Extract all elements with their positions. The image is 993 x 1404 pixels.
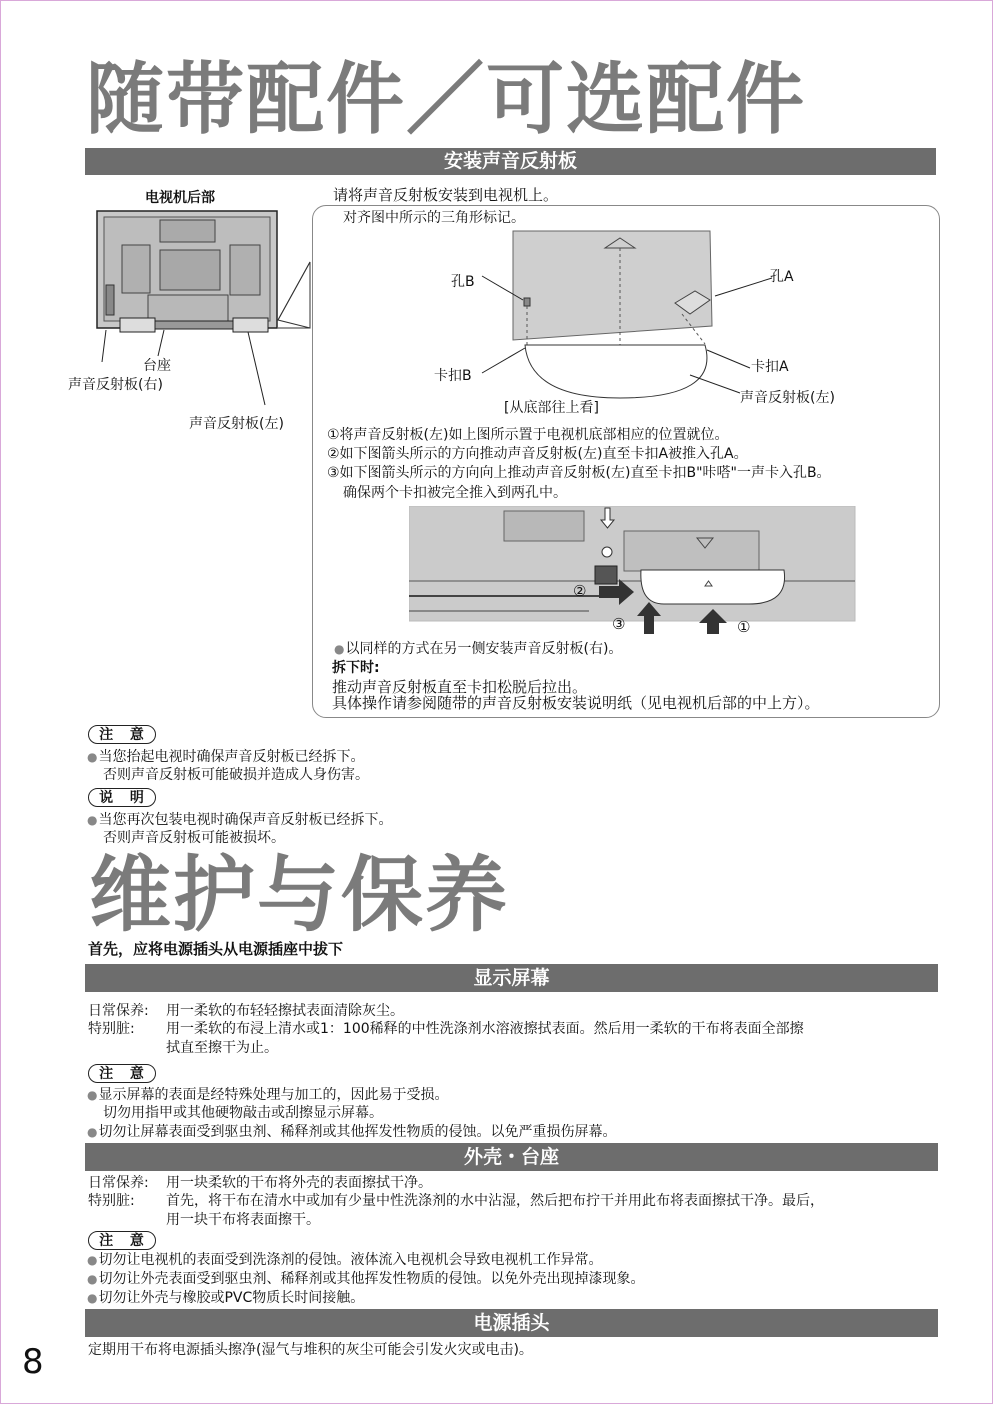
cabinet-daily-label: 日常保养: bbox=[88, 1175, 149, 1191]
section-bar-install-reflector: 安装声音反射板 bbox=[85, 148, 936, 175]
display-daily-text: 用一柔软的布轻轻擦拭表面清除灰尘。 bbox=[166, 1003, 404, 1019]
cabinet-caution-text-2: 切勿让外壳表面受到驱虫剂、稀释剂或其他挥发性物质的侵蚀。以免外壳出现掉漆现象。 bbox=[98, 1271, 645, 1287]
label-reflector-right: 声音反射板(右) bbox=[68, 377, 163, 393]
label-hole-b: 孔B bbox=[451, 274, 475, 290]
step-3: ③如下图箭头所示的方向向上推动声音反射板(左)直至卡扣B"咔嗒"一声卡入孔B。 bbox=[327, 465, 831, 481]
label-reflector-left: 声音反射板(左) bbox=[189, 416, 284, 432]
cabinet-caution-line-1 bbox=[87, 1252, 602, 1269]
display-caution-line-2 bbox=[87, 1124, 616, 1141]
remove-step-1: 推动声音反射板直至卡扣松脱后拉出。 bbox=[332, 678, 588, 696]
same-way-label: 以同样的方式在另一侧安装声音反射板(右)。 bbox=[345, 641, 623, 657]
display-dirty-label: 特别脏: bbox=[88, 1021, 135, 1037]
display-caution-line-1b: 切勿用指甲或其他硬物敲击或刮擦显示屏幕。 bbox=[103, 1105, 383, 1121]
page-title-accessories: 随带配件／可选配件 bbox=[86, 55, 807, 145]
label-hole-a: 孔A bbox=[770, 269, 794, 285]
cabinet-caution-badge: 注 意 bbox=[88, 1231, 156, 1250]
step-3-note: 确保两个卡扣被完全推入到两孔中。 bbox=[343, 485, 567, 501]
align-marks-text: 对齐图中所示的三角形标记。 bbox=[343, 210, 525, 226]
label-clip-b: 卡扣B bbox=[434, 368, 472, 384]
arrow-label-1: ① bbox=[737, 618, 751, 636]
page-number: 8 bbox=[22, 1342, 44, 1382]
cabinet-dirty-text-2: 用一块干布将表面擦干。 bbox=[166, 1212, 320, 1228]
page-title-maintenance: 维护与保养 bbox=[89, 848, 510, 943]
label-reflector-left-2: 声音反射板(左) bbox=[740, 390, 835, 406]
caution-line-2: 否则声音反射板可能破损并造成人身伤害。 bbox=[103, 767, 369, 783]
display-dirty-text-2: 拭直至擦干为止。 bbox=[166, 1040, 278, 1056]
step-2: ②如下图箭头所示的方向推动声音反射板(左)直至卡扣A被推入孔A。 bbox=[327, 446, 748, 462]
tv-rear-label: 电视机后部 bbox=[145, 190, 215, 206]
note-line-2: 否则声音反射板可能被损坏。 bbox=[103, 830, 285, 846]
cabinet-dirty-text-1: 首先，将干布在清水中或加有少量中性洗涤剂的水中沾湿，然后把布拧干并用此布将表面擦拭干净。最后， bbox=[166, 1193, 824, 1209]
tv-rear-illustration bbox=[60, 200, 330, 440]
first-unplug-text: 首先，应将电源插头从电源插座中拔下 bbox=[88, 940, 344, 958]
note-badge: 说 明 bbox=[88, 788, 156, 807]
section-bar-display: 显示屏幕 bbox=[85, 964, 938, 992]
section-bar-plug: 电源插头 bbox=[85, 1309, 938, 1337]
display-caution-line-1 bbox=[87, 1087, 448, 1104]
section-bar-cabinet: 外壳・台座 bbox=[85, 1143, 938, 1171]
display-caution-text-2: 切勿让屏幕表面受到驱虫剂、稀释剂或其他挥发性物质的侵蚀。以免严重损伤屏幕。 bbox=[98, 1124, 617, 1140]
install-lead-text: 请将声音反射板安装到电视机上。 bbox=[333, 186, 559, 204]
same-way-text bbox=[334, 641, 622, 658]
display-caution-text-1: 显示屏幕的表面是经特殊处理与加工的，因此易于受损。 bbox=[98, 1087, 449, 1103]
cabinet-daily-text: 用一块柔软的干布将外壳的表面擦拭干净。 bbox=[166, 1175, 432, 1191]
arrow-label-3: ③ bbox=[612, 615, 626, 633]
label-stand: 台座 bbox=[143, 358, 171, 374]
step-1: ①将声音反射板(左)如上图所示置于电视机底部相应的位置就位。 bbox=[327, 427, 729, 443]
note-line-1 bbox=[87, 812, 392, 829]
display-caution-badge: 注 意 bbox=[88, 1064, 156, 1083]
caution-line-1 bbox=[87, 749, 364, 766]
cabinet-caution-text-3: 切勿让外壳与橡胶或PVC物质长时间接触。 bbox=[98, 1290, 365, 1306]
cabinet-caution-text-1: 切勿让电视机的表面受到洗涤剂的侵蚀。液体流入电视机会导致电视机工作异常。 bbox=[98, 1252, 603, 1268]
caution-text-1: 当您抬起电视时确保声音反射板已经拆下。 bbox=[98, 749, 365, 765]
remove-step-2: 具体操作请参阅随带的声音反射板安装说明纸（见电视机后部的中上方）。 bbox=[332, 694, 820, 712]
label-clip-a: 卡扣A bbox=[751, 359, 789, 375]
cabinet-caution-line-2 bbox=[87, 1271, 644, 1288]
push-direction-diagram bbox=[409, 506, 857, 641]
display-daily-label: 日常保养: bbox=[88, 1003, 149, 1019]
bottom-view-diagram bbox=[420, 228, 820, 408]
plug-text: 定期用干布将电源插头擦净(湿气与堆积的灰尘可能会引发火灾或电击)。 bbox=[88, 1342, 533, 1358]
cabinet-caution-line-3 bbox=[87, 1290, 364, 1307]
display-dirty-text-1: 用一柔软的布浸上清水或1：100稀释的中性洗涤剂水溶液擦拭表面。然后用一柔软的干布将表面全部擦 bbox=[166, 1021, 804, 1037]
view-from-bottom-caption: [从底部往上看] bbox=[504, 400, 599, 416]
remove-title: 拆下时: bbox=[332, 660, 380, 676]
cabinet-dirty-label: 特别脏: bbox=[88, 1193, 135, 1209]
note-text-1: 当您再次包装电视时确保声音反射板已经拆下。 bbox=[98, 812, 393, 828]
caution-badge: 注 意 bbox=[88, 725, 156, 744]
arrow-label-2: ② bbox=[573, 582, 587, 600]
